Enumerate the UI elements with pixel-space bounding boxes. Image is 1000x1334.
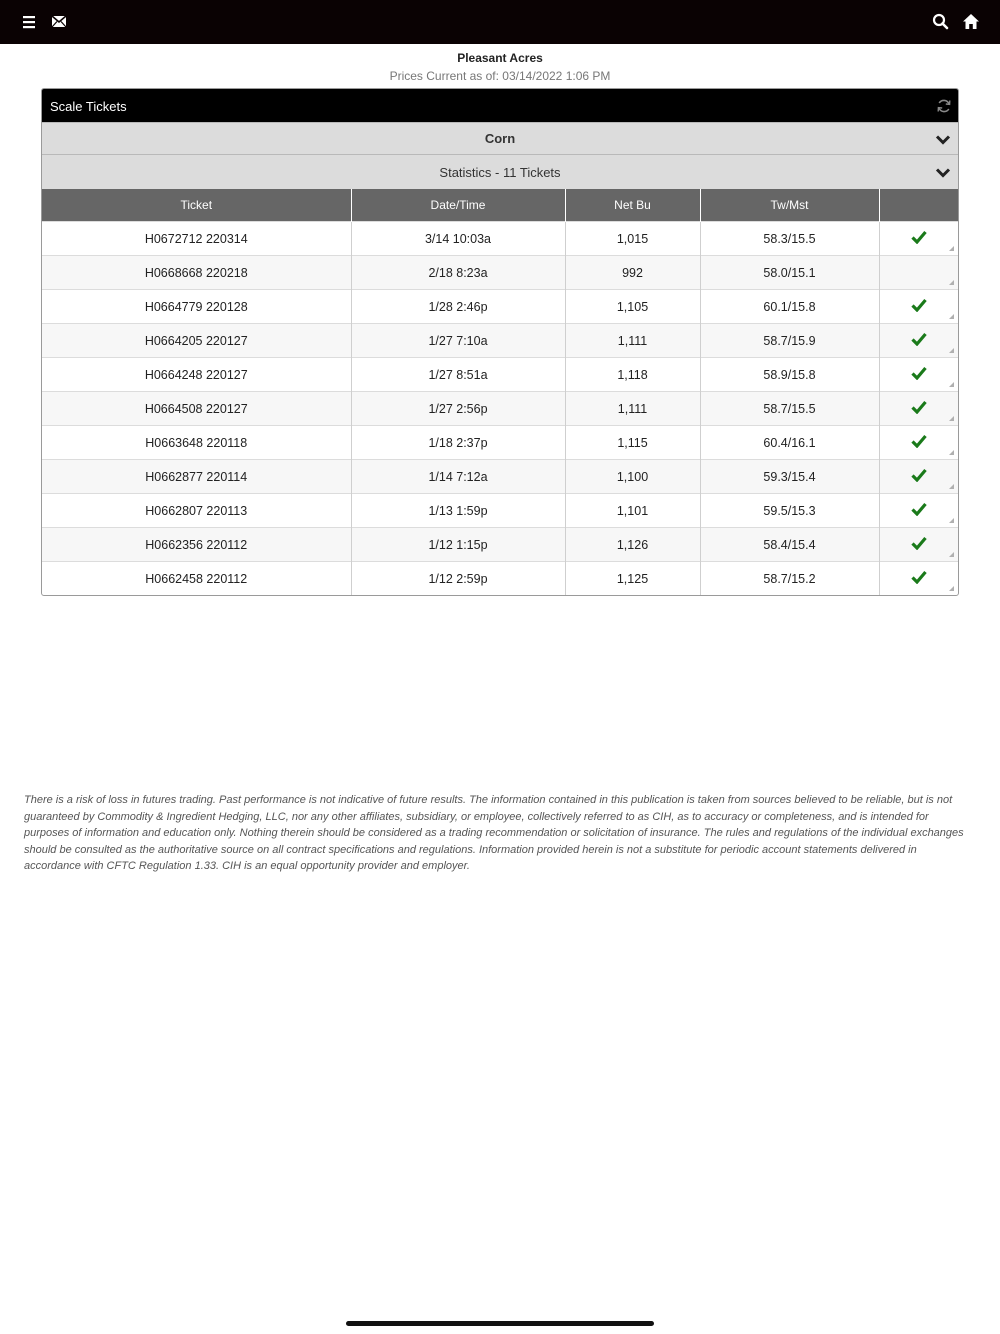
statistics-label: Statistics - 11 Tickets: [439, 165, 561, 180]
column-header-ticket[interactable]: Ticket: [42, 189, 351, 222]
checkmark-icon: [911, 502, 927, 516]
cell-net-bu: 992: [565, 256, 700, 290]
table-row[interactable]: [42, 222, 958, 256]
resize-grip-icon: [949, 518, 954, 523]
table-row[interactable]: [42, 392, 958, 426]
cell-net-bu: 1,100: [565, 460, 700, 494]
cell-tw-mst: 59.5/15.3: [700, 494, 879, 528]
checkmark-icon: [911, 366, 927, 380]
cell-datetime: 3/14 10:03a: [351, 222, 565, 256]
table-row[interactable]: [42, 460, 958, 494]
checkmark-icon: [911, 400, 927, 414]
table-row[interactable]: [42, 290, 958, 324]
cell-datetime: 1/12 2:59p: [351, 562, 565, 596]
tickets-table: [42, 189, 958, 595]
cell-ticket: H0668668 220218: [42, 256, 351, 290]
cell-net-bu: 1,125: [565, 562, 700, 596]
cell-net-bu: 1,111: [565, 392, 700, 426]
cell-tw-mst: 58.3/15.5: [700, 222, 879, 256]
table-row[interactable]: [42, 562, 958, 596]
cell-net-bu: 1,105: [565, 290, 700, 324]
cell-tw-mst: 58.9/15.8: [700, 358, 879, 392]
chevron-down-icon: [935, 133, 951, 145]
cell-tw-mst: 60.1/15.8: [700, 290, 879, 324]
table-row[interactable]: [42, 358, 958, 392]
cell-net-bu: 1,111: [565, 324, 700, 358]
checkmark-icon: [911, 230, 927, 244]
commodity-label: Corn: [484, 131, 516, 146]
cell-status[interactable]: [879, 256, 958, 290]
resize-grip-icon: [949, 484, 954, 489]
cell-ticket: H0662356 220112: [42, 528, 351, 562]
checkmark-icon: [911, 570, 927, 584]
cell-ticket: H0664205 220127: [42, 324, 351, 358]
cell-ticket: H0664248 220127: [42, 358, 351, 392]
cell-tw-mst: 58.4/15.4: [700, 528, 879, 562]
checkmark-icon: [911, 536, 927, 550]
column-header-net-bu[interactable]: Net Bu: [565, 189, 700, 222]
resize-grip-icon: [949, 382, 954, 387]
cell-net-bu: 1,118: [565, 358, 700, 392]
resize-grip-icon: [949, 348, 954, 353]
resize-grip-icon: [949, 416, 954, 421]
cell-status[interactable]: [879, 528, 958, 562]
cell-datetime: 1/18 2:37p: [351, 426, 565, 460]
cell-datetime: 2/18 8:23a: [351, 256, 565, 290]
statistics-section[interactable]: [42, 154, 958, 189]
cell-datetime: 1/14 7:12a: [351, 460, 565, 494]
cell-status[interactable]: [879, 290, 958, 324]
resize-grip-icon: [949, 314, 954, 319]
cell-net-bu: 1,015: [565, 222, 700, 256]
scale-tickets-panel: [41, 88, 959, 596]
cell-datetime: 1/13 1:59p: [351, 494, 565, 528]
resize-grip-icon: [949, 246, 954, 251]
prices-timestamp: Prices Current as of: 03/14/2022 1:06 PM: [389, 69, 611, 83]
cell-tw-mst: 58.7/15.5: [700, 392, 879, 426]
cell-status[interactable]: [879, 358, 958, 392]
cell-datetime: 1/12 1:15p: [351, 528, 565, 562]
resize-grip-icon: [949, 280, 954, 285]
checkmark-icon: [911, 468, 927, 482]
column-header-datetime[interactable]: Date/Time: [351, 189, 565, 222]
cell-datetime: 1/27 2:56p: [351, 392, 565, 426]
cell-ticket: H0663648 220118: [42, 426, 351, 460]
cell-net-bu: 1,115: [565, 426, 700, 460]
panel-title: Scale Tickets: [50, 99, 127, 114]
cell-ticket: H0662877 220114: [42, 460, 351, 494]
cell-tw-mst: 58.7/15.2: [700, 562, 879, 596]
table-row[interactable]: [42, 256, 958, 290]
commodity-section-corn[interactable]: [42, 122, 958, 154]
resize-grip-icon: [949, 450, 954, 455]
cell-tw-mst: 58.7/15.9: [700, 324, 879, 358]
cell-datetime: 1/27 7:10a: [351, 324, 565, 358]
table-row[interactable]: [42, 528, 958, 562]
cell-ticket: H0672712 220314: [42, 222, 351, 256]
home-icon[interactable]: [961, 12, 981, 32]
table-header-row: [42, 189, 958, 222]
cell-status[interactable]: [879, 494, 958, 528]
cell-net-bu: 1,126: [565, 528, 700, 562]
cell-status[interactable]: [879, 460, 958, 494]
column-header-status: [879, 189, 958, 222]
column-header-tw-mst[interactable]: Tw/Mst: [700, 189, 879, 222]
cell-ticket: H0664779 220128: [42, 290, 351, 324]
panel-header: [42, 89, 958, 122]
cell-ticket: H0662807 220113: [42, 494, 351, 528]
checkmark-icon: [911, 298, 927, 312]
menu-icon[interactable]: [20, 12, 40, 32]
table-row[interactable]: [42, 324, 958, 358]
cell-tw-mst: 60.4/16.1: [700, 426, 879, 460]
cell-ticket: H0664508 220127: [42, 392, 351, 426]
resize-grip-icon: [949, 552, 954, 557]
resize-grip-icon: [949, 586, 954, 591]
chevron-down-icon: [935, 166, 951, 178]
table-row[interactable]: [42, 494, 958, 528]
cell-status[interactable]: [879, 562, 958, 596]
cell-status[interactable]: [879, 324, 958, 358]
cell-datetime: 1/27 8:51a: [351, 358, 565, 392]
disclaimer-text: There is a risk of loss in futures trading. Past performance is not indicative of future results. The information contained in this publication is taken from sources believed to be reliable, but is not guaranteed by Commodity & Ingredient Hedging, LLC, nor any other affiliates, subsidiary, or employee, collectively referred to as CIH, as to accuracy or completeness, and is intended for purposes of information and education only. Nothing therein should be considered as a trading recommendation or solicitation of insurance. The rules and regulations of the individual exchanges should be consulted as the authoritative source on all contract specifications and regulations. Information provided herein is not a substitute for periodic account statements delivered in accordance with CFTC Regulation 1.33. CIH is an equal opportunity provider and employer.: [24, 794, 964, 873]
refresh-icon[interactable]: [936, 98, 952, 114]
mail-icon[interactable]: [50, 12, 70, 32]
cell-tw-mst: 58.0/15.1: [700, 256, 879, 290]
search-icon[interactable]: [931, 12, 951, 32]
cell-tw-mst: 59.3/15.4: [700, 460, 879, 494]
top-navigation-bar: [0, 0, 1000, 44]
table-row[interactable]: [42, 426, 958, 460]
home-indicator[interactable]: [346, 1321, 654, 1326]
checkmark-icon: [911, 434, 927, 448]
checkmark-icon: [911, 332, 927, 346]
cell-datetime: 1/28 2:46p: [351, 290, 565, 324]
farm-name: Pleasant Acres: [457, 51, 543, 65]
cell-status[interactable]: [879, 392, 958, 426]
cell-status[interactable]: [879, 222, 958, 256]
cell-status[interactable]: [879, 426, 958, 460]
cell-ticket: H0662458 220112: [42, 562, 351, 596]
cell-net-bu: 1,101: [565, 494, 700, 528]
